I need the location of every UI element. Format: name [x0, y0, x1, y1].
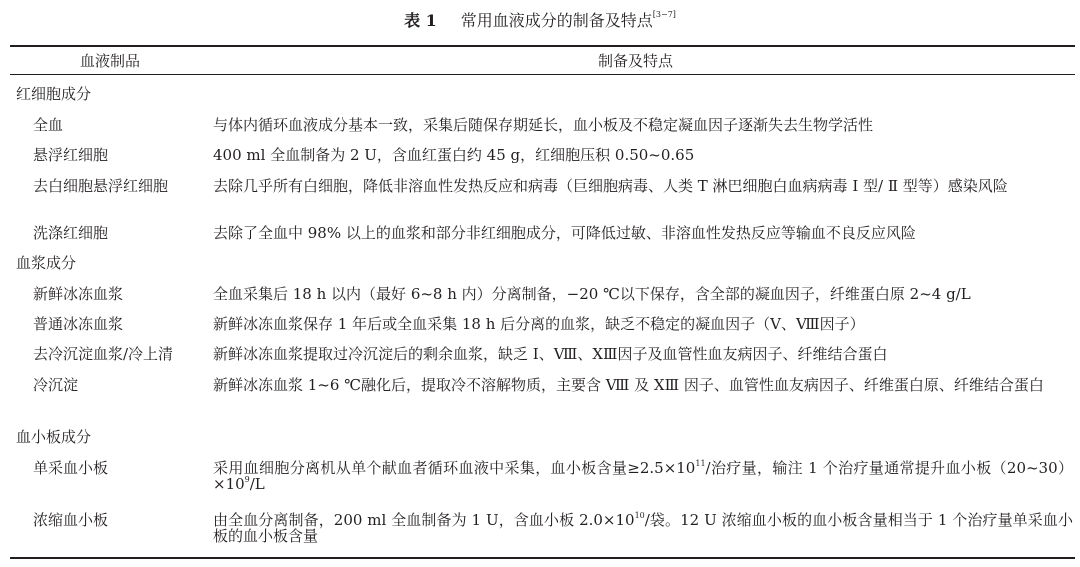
row-desc: 新鲜冰冻血浆提取过冷沉淀后的剩余血浆，缺乏 Ⅰ、Ⅷ、ⅩⅢ因子及血管性血友病因子、纤维结合蛋白 — [213, 345, 888, 363]
header-rule — [10, 74, 1075, 75]
row-name: 单采血小板 — [33, 459, 109, 477]
exponent: 11 — [695, 459, 706, 468]
row-name: 冷沉淀 — [33, 376, 79, 394]
column-header-product: 血液制品 — [80, 52, 141, 70]
section-title-plasma: 血浆成分 — [16, 254, 77, 272]
table-caption — [0, 11, 1080, 31]
row-desc-part: /治疗量，输注 1 个治疗量通常提升血小板（20~30）×10 — [213, 459, 1073, 493]
row-name: 洗涤红细胞 — [33, 224, 109, 242]
row-desc: 与体内循环血液成分基本一致，采集后随保存期延长，血小板及不稳定凝血因子逐渐失去生物学活性 — [213, 116, 874, 134]
row-desc — [213, 512, 1073, 544]
exponent: 9 — [244, 475, 250, 484]
table-title: 常用血液成分的制备及特点 — [460, 11, 653, 30]
bottom-rule — [10, 557, 1075, 559]
row-desc: 去除几乎所有白细胞，降低非溶血性发热反应和病毒（巨细胞病毒、人类 T 淋巴细胞白血病病毒 Ⅰ 型/ Ⅱ 型等）感染风险 — [213, 177, 1008, 195]
row-name: 全血 — [33, 116, 64, 134]
row-name: 新鲜冰冻血浆 — [33, 285, 124, 303]
row-name: 去冷沉淀血浆/冷上清 — [33, 345, 174, 363]
row-desc-part: 由全血分离制备，200 ml 全血制备为 1 U，含血小板 2.0×10 — [213, 511, 635, 529]
exponent: 10 — [634, 511, 645, 520]
column-header-features: 制备及特点 — [598, 52, 674, 70]
section-title-platelet: 血小板成分 — [16, 428, 92, 446]
section-title-red-cell: 红细胞成分 — [16, 85, 92, 103]
row-desc: 全血采集后 18 h 以内（最好 6~8 h 内）分离制备，−20 ℃以下保存，含全部的凝血因子，纤维蛋白原 2~4 g/L — [213, 285, 971, 303]
row-name: 去白细胞悬浮红细胞 — [33, 177, 169, 195]
row-desc-part: 采用血细胞分离机从单个献血者循环血液中采集，血小板含量≥2.5×10 — [213, 459, 696, 477]
row-desc: 新鲜冰冻血浆 1~6 ℃融化后，提取冷不溶解物质，主要含 Ⅷ 及 ⅩⅢ 因子、血管性血友病因子、纤维蛋白原、纤维结合蛋白 — [213, 376, 1044, 394]
row-desc — [213, 460, 1073, 492]
row-desc-part: /袋。12 U 浓缩血小板的血小板含量相当于 1 个治疗量单采血小板的血小板含量 — [213, 511, 1073, 545]
row-desc: 新鲜冰冻血浆保存 1 年后或全血采集 18 h 后分离的血浆，缺乏不稳定的凝血因子（Ⅴ、Ⅷ因子） — [213, 315, 865, 333]
row-name: 悬浮红细胞 — [33, 146, 109, 164]
row-desc: 去除了全血中 98% 以上的血浆和部分非红细胞成分，可降低过敏、非溶血性发热反应等输血不良反应风险 — [213, 224, 916, 242]
reference-citation: [3−7] — [652, 10, 676, 19]
row-name: 浓缩血小板 — [33, 511, 109, 529]
top-rule — [10, 45, 1075, 47]
row-desc-part: /L — [249, 475, 265, 493]
table-number: 表 1 — [404, 11, 437, 30]
row-name: 普通冰冻血浆 — [33, 315, 124, 333]
row-desc: 400 ml 全血制备为 2 U，含血红蛋白约 45 g，红细胞压积 0.50~0.65 — [213, 146, 695, 164]
